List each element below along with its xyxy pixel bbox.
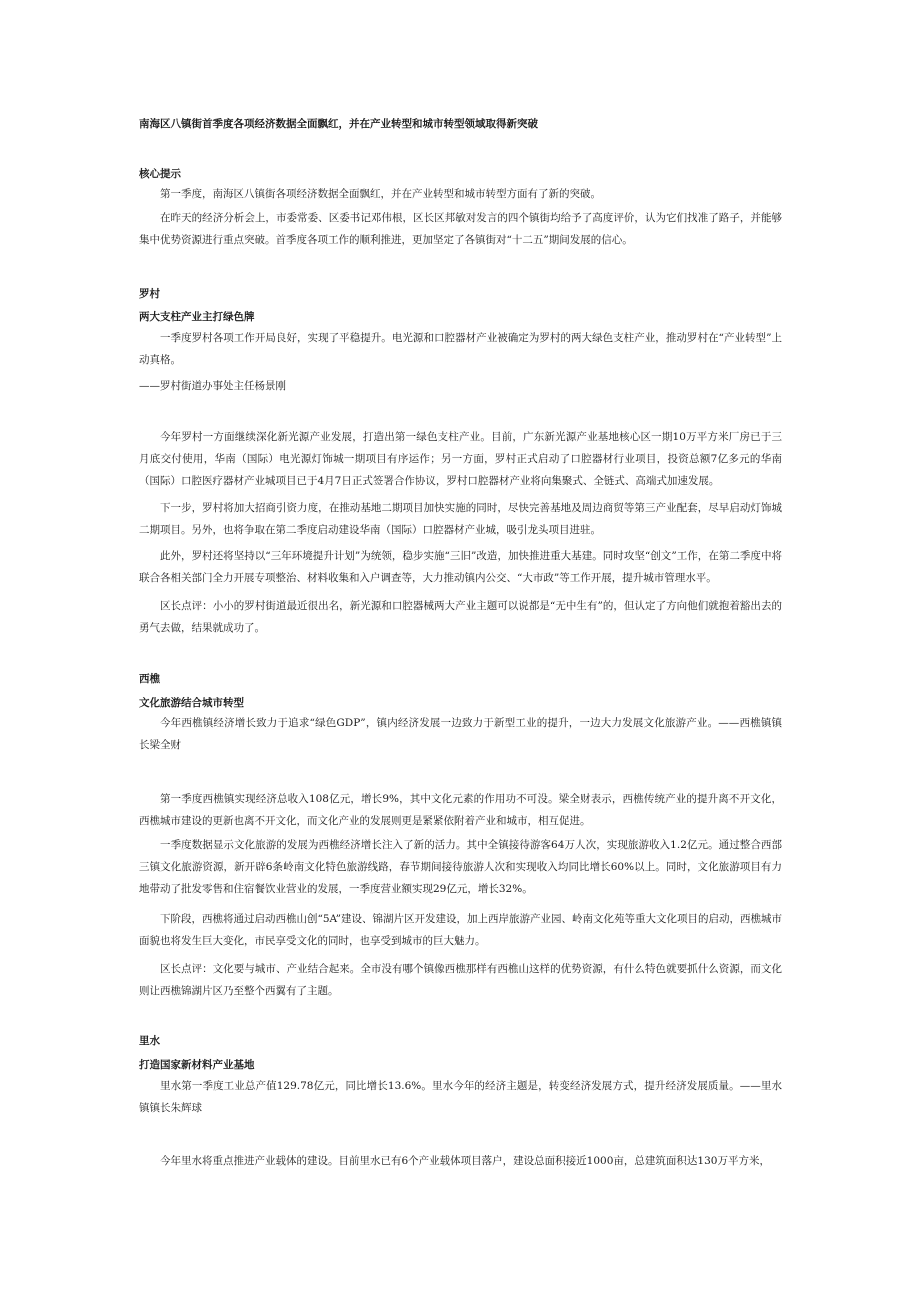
luocun-heading: 罗村 (139, 288, 160, 300)
xiqiao-paragraph: 第一季度西樵镇实现经济总收入108亿元，增长9%，其中文化元素的作用功不可没。梁全财表示，西樵传统产业的提升离不开文化，西樵城市建设的更新也离不开文化，而文化产业的发展则更是紧紧依附着产业和城市，相互促进。 (139, 793, 782, 827)
xiqiao-paragraph: 一季度数据显示文化旅游的发展为西樵经济增长注入了新的活力。其中全镇接待游客64万人次，实现旅游收入1.2亿元。通过整合西部三镇文化旅游资源，新开辟6条岭南文化特色旅游线路，春节期间接待旅游人次和实现收入均同比增长60%以上。同时，文化旅游项目有力地带动了批发零售和住宿餐饮业营业的发展，一季度营业额实现29亿元，增长32%。 (139, 839, 782, 895)
lishui-heading: 里水 (139, 1035, 160, 1047)
luocun-commentary: 区长点评：小小的罗村街道最近很出名，新光源和口腔器械两大产业主题可以说都是“无中生有”的，但认定了方向他们就抱着豁出去的勇气去做，结果就成功了。 (139, 600, 782, 634)
luocun-paragraph: 此外，罗村还将坚持以“三年环境提升计划”为统领，稳步实施“三旧”改造，加快推进重大基建。同时攻坚“创文”工作，在第二季度中将联合各相关部门全力开展专项整治、材料收集和入户调查等，大力推动镇内公交、“大市政”等工作开展，提升城市管理水平。 (139, 550, 782, 584)
luocun-intro: 一季度罗村各项工作开局良好，实现了平稳提升。电光源和口腔器材产业被确定为罗村的两大绿色支柱产业，推动罗村在“产业转型”上动真格。 (139, 332, 782, 366)
luocun-paragraph: 下一步，罗村将加大招商引资力度，在推动基地二期项目加快实施的同时，尽快完善基地及周边商贸等第三产业配套，尽早启动灯饰城二期项目。另外，也将争取在第二季度启动建设华南（国际）口腔器材产业城，吸引龙头项目进驻。 (139, 502, 782, 536)
xiqiao-paragraph: 下阶段，西樵将通过启动西樵山创“5A”建设、锦湖片区开发建设，加上西岸旅游产业园、岭南文化苑等重大文化项目的启动，西樵城市面貌也将发生巨大变化，市民享受文化的同时，也享受到城市的巨大魅力。 (139, 913, 782, 947)
xiqiao-heading: 西樵 (139, 673, 160, 685)
core-paragraph: 在昨天的经济分析会上，市委常委、区委书记邓伟根，区长区邦敏对发言的四个镇街均给予了高度评价，认为它们找准了路子，并能够集中优势资源进行重点突破。首季度各项工作的顺利推进，更加坚定了各镇街对“十二五”期间发展的信心。 (139, 212, 782, 246)
article-title: 南海区八镇街首季度各项经济数据全面飘红，并在产业转型和城市转型领域取得新突破 (139, 118, 538, 130)
lishui-subtitle: 打造国家新材料产业基地 (139, 1059, 255, 1071)
xiqiao-subtitle: 文化旅游结合城市转型 (139, 697, 244, 709)
luocun-subtitle: 两大支柱产业主打绿色牌 (139, 311, 255, 323)
luocun-paragraph: 今年罗村一方面继续深化新光源产业发展，打造出第一绿色支柱产业。目前，广东新光源产业基地核心区一期10万平方米厂房已于三月底交付使用，华南（国际）电光源灯饰城一期项目有序运作；另一方面，罗村正式启动了口腔器材行业项目，投资总额7亿多元的华南（国际）口腔医疗器材产业城项目已于4月7日正式签署合作协议，罗村口腔器材产业将向集聚式、全链式、高端式加速发展。 (139, 431, 782, 487)
xiqiao-commentary: 区长点评：文化要与城市、产业结合起来。全市没有哪个镇像西樵那样有西樵山这样的优势资源，有什么特色就要抓什么资源，而文化则让西樵锦湖片区乃至整个西翼有了主题。 (139, 963, 782, 997)
lishui-paragraph: 今年里水将重点推进产业载体的建设。目前里水已有6个产业载体项目落户，建设总面积接近1000亩，总建筑面积达130万平方米， (160, 1155, 770, 1167)
core-paragraph: 第一季度，南海区八镇街各项经济数据全面飘红，并在产业转型和城市转型方面有了新的突破。 (160, 188, 601, 200)
core-heading: 核心提示 (139, 168, 181, 180)
lishui-intro: 里水第一季度工业总产值129.78亿元，同比增长13.6%。里水今年的经济主题是，转变经济发展方式，提升经济发展质量。——里水镇镇长朱辉球 (139, 1080, 782, 1114)
luocun-source: ——罗村街道办事处主任杨景刚 (139, 380, 286, 392)
xiqiao-intro: 今年西樵镇经济增长致力于追求“绿色GDP”，镇内经济发展一边致力于新型工业的提升，一边大力发展文化旅游产业。——西樵镇镇长梁全财 (139, 717, 782, 751)
